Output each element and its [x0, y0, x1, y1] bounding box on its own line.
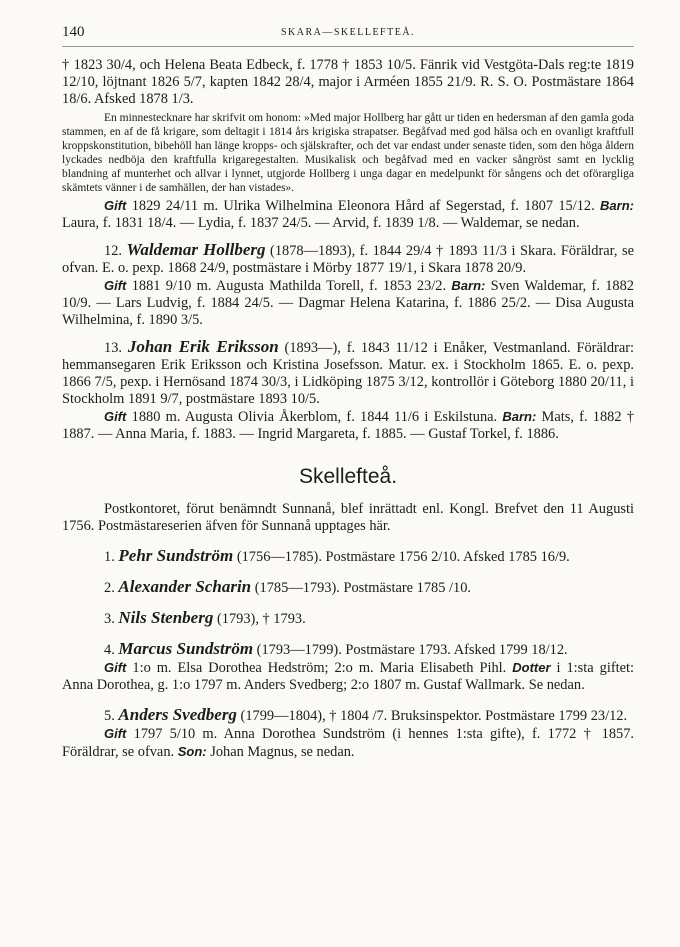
page-header — [62, 18, 634, 47]
entry-number: 5. — [104, 708, 115, 724]
paragraph-hollberg-senior: † 1823 30/4, och Helena Beata Edbeck, f. 1778 † 1853 10/5. Fänrik vid Vestgöta-Dals reg:te 1819 12/10, löjtnant 1826 5/7, kapten 1842 28/4, major i Arméen 1855 21/9. R. S. O. Postmästare 1864 18/6. Afsked 1878 1/3. — [62, 57, 634, 107]
entry-number: 3. — [104, 611, 115, 627]
gift-text: 1880 m. Augusta Olivia Åkerblom, f. 1844 11/6 i Eskilstuna. — [131, 409, 503, 425]
gift-text: 1:o m. Elsa Dorothea Hedström; 2:o m. Maria Elisabeth Pihl. — [132, 660, 513, 676]
gift-label: Gift — [104, 660, 127, 675]
person-name: Alexander Scharin — [118, 577, 252, 596]
gift-text: 1797 5/10 m. Anna Dorothea Sundström (i hennes 1:sta gifte), f. 1772 † 1857. Föräldrar, se ofvan. — [62, 726, 634, 760]
entry-s5 — [62, 706, 634, 761]
person-name: Pehr Sundström — [118, 546, 234, 565]
gift-text: 1881 9/10 m. Augusta Mathilda Torell, f. 1853 23/2. — [131, 278, 452, 294]
entry-text: (1756—1785). Postmästare 1756 2/10. Afsked 1785 16/9. — [236, 549, 570, 565]
barn-text: Mats, f. 1882 † 1887. — Anna Maria, f. 1883. — Ingrid Margareta, f. 1885. — Gustaf Torkel, f. 1886. — [62, 409, 634, 442]
person-name: Waldemar Hollberg — [126, 240, 266, 259]
entry-text: (1878—1893), f. 1844 29/4 † 1893 11/3 i Skara. Föräldrar, se ofvan. E. o. pexp. 1868 24/9, postmästare i Mörby 1877 19/1, i Skara 1878 20/9. — [62, 243, 634, 276]
gift-text: 1829 24/11 m. Ulrika Wilhelmina Eleonora Hård af Segerstad, f. 1807 15/12. — [131, 198, 601, 214]
barn-label: Barn: — [502, 409, 537, 424]
gift-label: Gift — [104, 198, 127, 213]
entry-12 — [62, 241, 634, 329]
entry-text: (1785—1793). Postmästare 1785 /10. — [254, 580, 471, 596]
page-number: 140 — [62, 24, 85, 40]
barn-label: Barn: — [600, 198, 634, 213]
gift-paragraph — [62, 197, 634, 232]
entry-number: 2. — [104, 580, 115, 596]
son-text: Johan Magnus, se nedan. — [210, 744, 355, 760]
person-name: Anders Svedberg — [118, 705, 237, 724]
entry-text: (1893—), f. 1843 11/12 i Enåker, Vestmanland. Föräldrar: hemmansegaren Erik Eriksson och Kristina Josefsson. Matur. ex. i Stockholm 1865. E. o. pexp. 1866 7/5, pexp. i Hernösand 1874 30/3, i Lidköping 1875 3/12, kontrollör i Göteborg 1880 20/11, i Stockholm 1891 9/7, postmästare 1893 10/5. — [62, 340, 635, 407]
obituary-quote: En minnestecknare har skrifvit om honom: »Med major Hollberg har gått ur tiden en hedersman af den gamla goda stammen, en af de få krigare, som deltagit i 1814 års krigiska strapatser. Begåfvad med god hälsa och en ovanligt kraftfull kroppskonstitution, bibehöll han länge kropps- och själskrafter, och det var endast under senaste tiden, som den höga åldern lyckades nedböja den kraftfulla krigaregestalten. Musikalisk och begåfvad med en vacker sångröst samt en lycklig blandning af munterhet och allvar i lynnet, utgjorde Hollberg i unga dagar en medelpunkt för sångens och det oförargliga skämtets vänner i de samhällen, der han vistades». — [62, 112, 634, 194]
person-name: Johan Erik Eriksson — [127, 337, 279, 356]
person-name: Marcus Sundström — [118, 639, 254, 658]
entry-s1 — [62, 547, 634, 566]
entry-number: 4. — [104, 642, 115, 658]
entry-text: (1793), † 1793. — [216, 611, 306, 627]
dotter-text: i 1:sta giftet: Anna Dorothea, g. 1:o 1797 m. Anders Svedberg; 2:o 1807 m. Gustaf Wallmark. Se nedan. — [62, 660, 634, 693]
barn-text: Sven Waldemar, f. 1882 10/9. — Lars Ludvig, f. 1884 24/5. — Dagmar Helena Katarina, f. 1886 25/2. — Disa Augusta Wilhelmina, f. 1890 3/5. — [62, 278, 634, 328]
running-title: SKARA—SKELLEFTEÅ. — [280, 27, 416, 38]
entry-13 — [62, 338, 634, 443]
dotter-label: Dotter — [512, 660, 551, 675]
person-name: Nils Stenberg — [118, 608, 214, 627]
entry-number: 12. — [104, 243, 122, 259]
barn-label: Barn: — [451, 278, 486, 293]
entry-text: (1799—1804), † 1804 /7. Bruksinspektor. Postmästare 1799 23/12. — [240, 708, 628, 724]
section-heading: Skellefteå. — [298, 465, 398, 488]
barn-text: Laura, f. 1831 18/4. — Lydia, f. 1837 24/5. — Arvid, f. 1839 1/8. — Waldemar, se nedan. — [62, 215, 580, 231]
gift-label: Gift — [104, 726, 127, 741]
section-intro: Postkontoret, förut benämndt Sunnanå, blef inrättadt enl. Kongl. Brefvet den 11 Augusti 1756. Postmästareserien äfven för Sunnanå upptages här. — [62, 501, 634, 534]
page — [62, 18, 634, 761]
entry-number: 13. — [104, 340, 122, 356]
entry-s3 — [62, 609, 634, 628]
gift-label: Gift — [104, 409, 127, 424]
entry-number: 1. — [104, 549, 115, 565]
entry-s4 — [62, 640, 634, 694]
entry-text: (1793—1799). Postmästare 1793. Afsked 1799 18/12. — [256, 642, 568, 658]
entry-s2 — [62, 578, 634, 597]
son-label: Son: — [177, 744, 207, 759]
gift-label: Gift — [104, 278, 127, 293]
